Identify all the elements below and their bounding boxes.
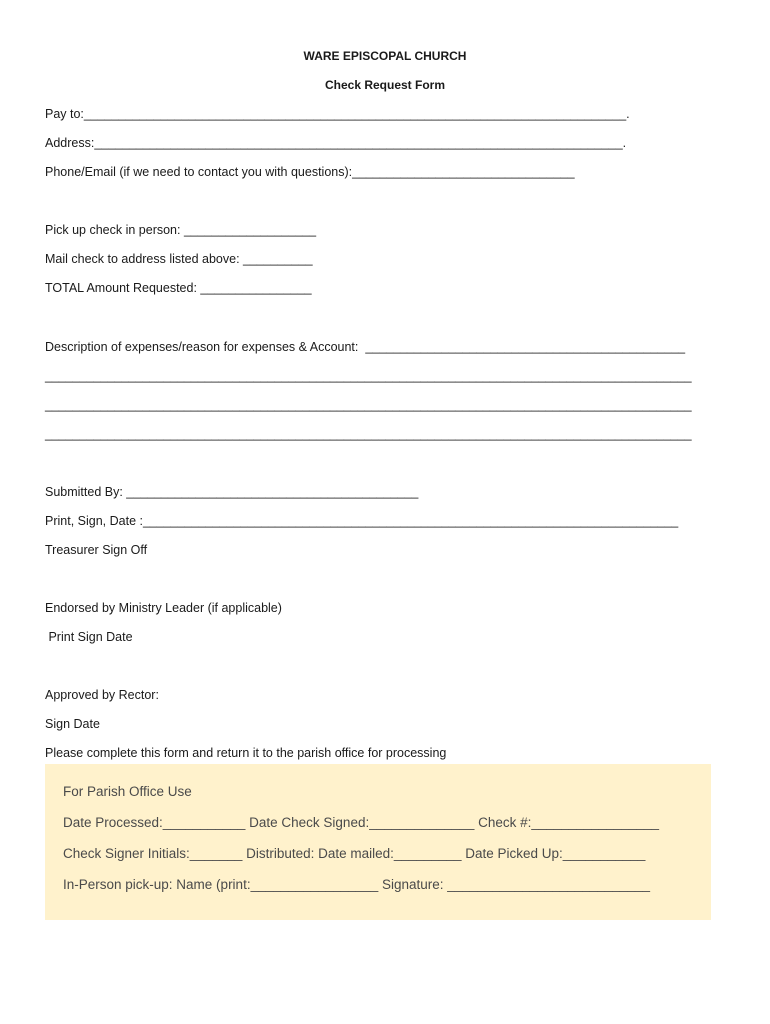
description-line-3[interactable]: _____________________________________________________________________________________________	[45, 427, 692, 441]
office-use-row-dates[interactable]: Date Processed:___________ Date Check Signed:______________ Check #:_________________	[63, 815, 659, 830]
office-use-row-pickup[interactable]: In-Person pick-up: Name (print:_________________ Signature: ___________________________	[63, 877, 650, 892]
description-field[interactable]: Description of expenses/reason for expenses & Account: ______________________________________________	[45, 340, 686, 354]
parish-office-use-box	[45, 764, 711, 920]
pickup-in-person-field[interactable]: Pick up check in person: ___________________	[45, 223, 317, 237]
office-use-row-distribution[interactable]: Check Signer Initials:_______ Distributed: Date mailed:_________ Date Picked Up:___________	[63, 846, 646, 861]
endorsed-print-sign-date-label: Print Sign Date	[45, 630, 133, 644]
treasurer-sign-off-label: Treasurer Sign Off	[45, 543, 148, 557]
endorsed-by-label: Endorsed by Ministry Leader (if applicable)	[45, 601, 282, 615]
approved-by-rector-label: Approved by Rector:	[45, 688, 159, 702]
office-use-title: For Parish Office Use	[63, 784, 192, 799]
description-line-2[interactable]: _____________________________________________________________________________________________	[45, 398, 692, 412]
church-name-heading: WARE EPISCOPAL CHURCH	[303, 49, 467, 63]
rector-sign-date-label: Sign Date	[45, 717, 100, 731]
print-sign-date-field[interactable]: Print, Sign, Date :_____________________________________________________________________________	[45, 514, 679, 528]
instructions-text: Please complete this form and return it to the parish office for processing	[45, 746, 447, 760]
pay-to-field[interactable]: Pay to:______________________________________________________________________________.	[45, 107, 630, 121]
total-amount-field[interactable]: TOTAL Amount Requested: ________________	[45, 281, 312, 295]
form-title: Check Request Form	[324, 78, 446, 92]
submitted-by-field[interactable]: Submitted By: __________________________________________	[45, 485, 419, 499]
mail-check-field[interactable]: Mail check to address listed above: __________	[45, 252, 313, 266]
phone-email-field[interactable]: Phone/Email (if we need to contact you with questions):________________________________	[45, 165, 575, 179]
address-field[interactable]: Address:____________________________________________________________________________.	[45, 136, 627, 150]
description-line-1[interactable]: _____________________________________________________________________________________________	[45, 369, 692, 383]
